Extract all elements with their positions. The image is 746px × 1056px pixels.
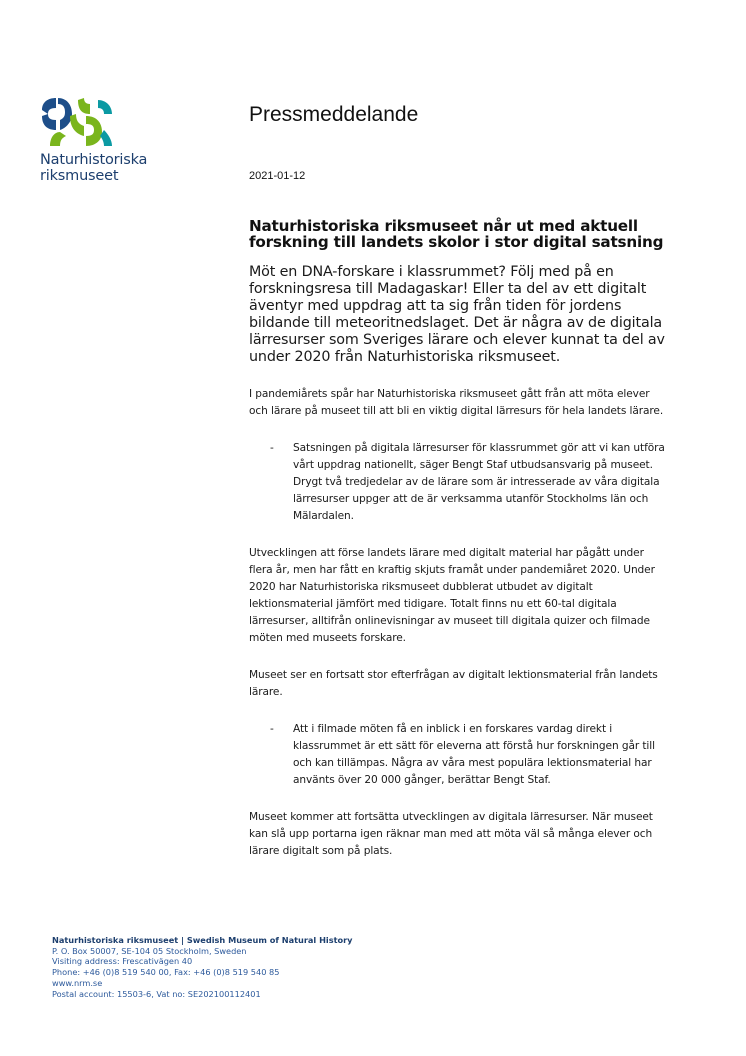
museum-logo bbox=[40, 96, 160, 184]
headline-line-2: forskning till landets skolor i stor digital satsning bbox=[249, 233, 664, 251]
logo-wordmark bbox=[40, 152, 160, 184]
paragraph-3: Museet ser en fortsatt stor efterfrågan av digitalt lektionsmaterial från landets lärare. bbox=[249, 669, 658, 698]
quote-1-text: Satsningen på digitala lärresurser för klassrummet gör att vi kan utföra vårt uppdrag nationellt, säger Bengt Staf utbudsansvarig på museet. Drygt två tredjedelar av de lärare som är intresserade av våra digitala lärresurser uppger att de är verksamma utanför Stockholms län och Mälardalen. bbox=[293, 442, 665, 522]
footer-visiting: Visiting address: Frescativägen 40 bbox=[52, 956, 193, 967]
logo-leaves bbox=[42, 98, 112, 146]
logo-line-2: riksmuseet bbox=[40, 168, 119, 184]
footer-phone: Phone: +46 (0)8 519 540 00, Fax: +46 (0)8 519 540 85 bbox=[52, 967, 280, 978]
headline bbox=[249, 218, 669, 250]
footer-web-link[interactable]: www.nrm.se bbox=[52, 977, 103, 988]
logo-line-1: Naturhistoriska bbox=[40, 152, 148, 168]
paragraph-2: Utvecklingen att förse landets lärare med digitalt material har pågått under flera år, men har fått en kraftig skjuts framåt under pandemiåret 2020. Under 2020 har Naturhistoriska riksmuseet dubblerat utbudet av digitalt lektionsmaterial jämfört med tidigare. Totalt finns nu ett 60-tal digitala lärresurser, alltifrån onlinevisningar av museet till digitala quizer och filmade möten med museets forskare. bbox=[249, 547, 655, 644]
quote-1 bbox=[249, 440, 669, 525]
paragraph-1: I pandemiårets spår har Naturhistoriska riksmuseet gått från att möta elever och lärare på museet till att bli en viktig digital lärresurs för hela landets lärare. bbox=[249, 388, 664, 417]
quote-dash: - bbox=[270, 723, 274, 735]
paragraph-4: Museet kommer att fortsätta utvecklingen av digitala lärresurser. När museet kan slå upp portarna igen räknar man med att möta väl så många elever och lärare digitalt som på plats. bbox=[249, 811, 653, 857]
footer-postal: P. O. Box 50007, SE-104 05 Stockholm, Sweden bbox=[52, 945, 247, 956]
headline-line-1: Naturhistoriska riksmuseet når ut med aktuell bbox=[249, 217, 638, 235]
quote-2 bbox=[249, 721, 669, 789]
footer-org: Naturhistoriska riksmuseet | Swedish Museum of Natural History bbox=[52, 935, 353, 945]
article-body bbox=[249, 218, 669, 860]
logo-mark-icon bbox=[40, 96, 120, 148]
release-date: 2021-01-12 bbox=[249, 170, 306, 182]
lead-paragraph: Möt en DNA-forskare i klassrummet? Följ med på en forskningsresa till Madagaskar! Eller ta del av ett digitalt äventyr med uppdrag att ta sig från tiden för jordens bildande till meteoritnedslaget. Det är några av de digitala lärresurser som Sveriges lärare och elever kunnat ta del av under 2020 från Naturhistoriska riksmuseet. bbox=[249, 264, 665, 365]
quote-dash: - bbox=[270, 442, 274, 454]
document-type: Pressmeddelande bbox=[249, 103, 419, 126]
footer-account: Postal account: 15503-6, Vat no: SE202100112401 bbox=[52, 988, 261, 999]
quote-2-text: Att i filmade möten få en inblick i en forskares vardag direkt i klassrummet är ett sätt för eleverna att förstå hur forskningen går till och kan tillämpas. Några av våra mest populära lektionsmaterial har använts över 20 000 gånger, berättar Bengt Staf. bbox=[293, 723, 655, 786]
footer-contact bbox=[52, 935, 472, 999]
